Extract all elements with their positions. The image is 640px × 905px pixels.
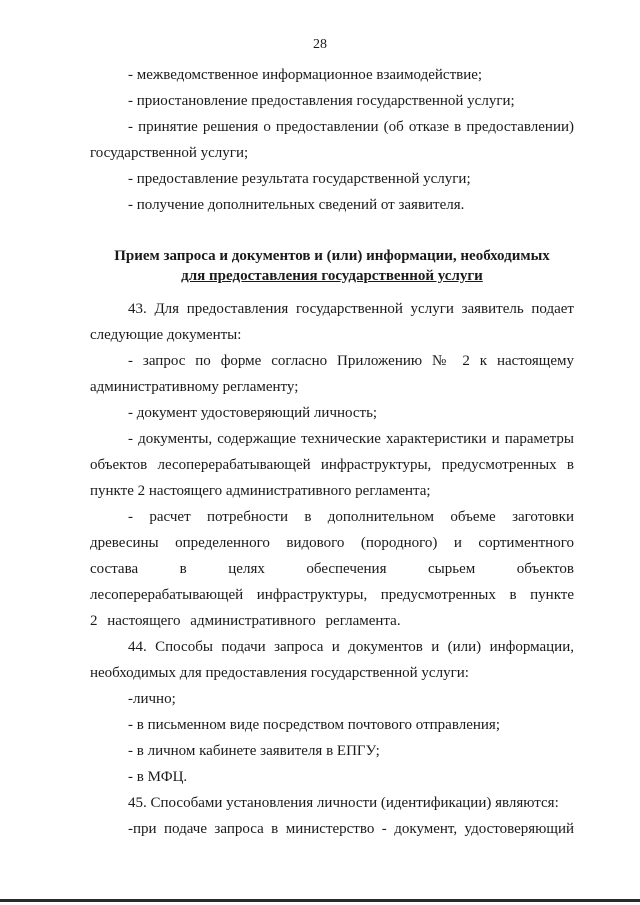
page-number: 28 <box>313 37 327 52</box>
list-item: - расчет потребности в дополнительном объеме заготовки древесины определенного видового (породного) и сортиментного состава в целях обеспечения сырьем объектов лесоперерабатывающей инфраструктуры, предусмотренных в пункте 2 настоящего административного регламента. <box>90 509 574 629</box>
section-heading <box>90 246 574 286</box>
section-heading-line-2: для предоставления государственной услуги <box>181 268 483 284</box>
list-item: - межведомственное информационное взаимодействие; <box>128 67 483 83</box>
list-item: - запрос по форме согласно Приложению № 2 к настоящему административному регламенту; <box>90 353 574 395</box>
paragraph-44-intro: 44. Способы подачи запроса и документов и (или) информации, необходимых для предоставления государственной услуги: <box>90 639 574 681</box>
list-item: - предоставление результата государственной услуги; <box>128 171 471 187</box>
list-item: - документ удостоверяющий личность; <box>128 405 378 421</box>
list-item: - в МФЦ. <box>128 769 188 785</box>
list-item: - в письменном виде посредством почтового отправления; <box>128 717 500 733</box>
list-item: - в личном кабинете заявителя в ЕПГУ; <box>128 743 380 759</box>
document-body <box>90 62 574 842</box>
list-item: - документы, содержащие технические характеристики и параметры объектов лесоперерабатывающей инфраструктуры, предусмотренных в пункте 2 настоящего административного регламента; <box>90 431 574 499</box>
paragraph-45-intro: 45. Способами установления личности (идентификации) являются: <box>128 795 559 811</box>
list-item: -лично; <box>128 691 176 707</box>
list-item: - получение дополнительных сведений от заявителя. <box>128 197 465 213</box>
page-bottom-rule <box>0 899 640 902</box>
section-heading-line-1: Прием запроса и документов и (или) информации, необходимых <box>114 248 550 264</box>
list-item: - приостановление предоставления государственной услуги; <box>128 93 515 109</box>
paragraph-43-intro: 43. Для предоставления государственной услуги заявитель подает следующие документы: <box>90 301 574 343</box>
list-item: -при подаче запроса в министерство - документ, удостоверяющий <box>128 821 574 837</box>
list-item: - принятие решения о предоставлении (об отказе в предоставлении) государственной услуги; <box>90 119 574 161</box>
